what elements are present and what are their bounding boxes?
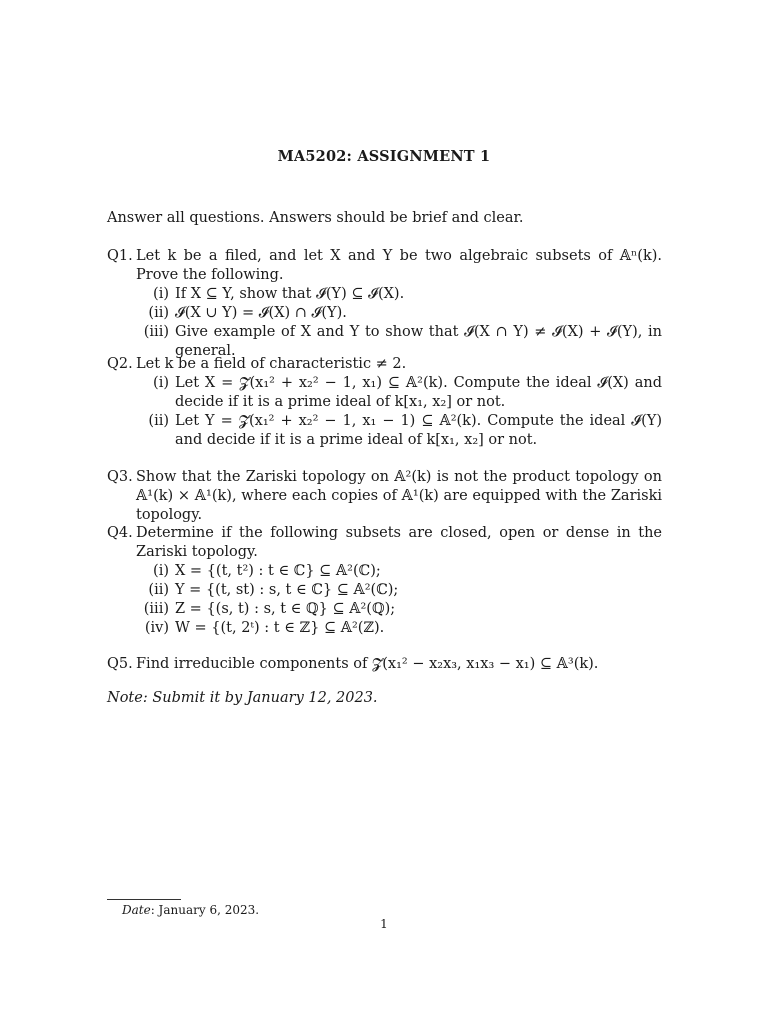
- question-text: Determine if the following subsets are closed, open or dense in the Zariski topology.: [136, 525, 662, 560]
- question-1: [107, 247, 662, 361]
- item-text: Z = {(s, t) : s, t ∈ ℚ} ⊆ 𝔸²(ℚ);: [175, 601, 396, 617]
- page-number: 1: [380, 917, 388, 931]
- question-3: [107, 468, 662, 525]
- list-item: [136, 374, 662, 412]
- question-4: [107, 524, 662, 638]
- question-label: Q4.: [107, 525, 133, 541]
- question-text: Show that the Zariski topology on 𝔸²(k) is not the product topology on 𝔸¹(k) × 𝔸¹(k), where each copies of 𝔸¹(k) are equipped with the Zariski topology.: [136, 469, 662, 523]
- list-item: [136, 304, 662, 323]
- question-2: [107, 355, 662, 450]
- item-text: Y = {(t, st) : s, t ∈ ℂ} ⊆ 𝔸²(ℂ);: [175, 582, 399, 598]
- footnote: [122, 903, 259, 917]
- footnote-rule: [107, 899, 181, 900]
- question-label: Q3.: [107, 469, 133, 485]
- item-text: W = {(t, 2ᵗ) : t ∈ ℤ} ⊆ 𝔸²(ℤ).: [175, 620, 385, 636]
- list-item: [136, 581, 662, 600]
- item-text: Give example of X and Y to show that 𝓘(X ∩ Y) ≠ 𝓘(X) + 𝓘(Y), in general.: [175, 324, 662, 359]
- item-number: (ii): [148, 413, 169, 429]
- item-number: (i): [153, 563, 169, 579]
- item-text: Let Y = 𝓩(x₁² + x₂² − 1, x₁ − 1) ⊆ 𝔸²(k). Compute the ideal 𝓘(Y) and decide if it is a prime ideal of k[x₁, x₂] or not.: [175, 413, 662, 448]
- item-number: (iv): [144, 620, 169, 636]
- list-item: [136, 562, 662, 581]
- question-label: Q1.: [107, 248, 133, 264]
- question-text: Find irreducible components of 𝓩(x₁² − x₂x₃, x₁x₃ − x₁) ⊆ 𝔸³(k).: [136, 656, 599, 672]
- item-number: (ii): [148, 305, 169, 321]
- question-label: Q2.: [107, 356, 133, 372]
- item-text: X = {(t, t²) : t ∈ ℂ} ⊆ 𝔸²(ℂ);: [175, 563, 381, 579]
- item-number: (iii): [143, 324, 169, 340]
- question-text: Let k be a filed, and let X and Y be two algebraic subsets of 𝔸ⁿ(k). Prove the following.: [136, 248, 662, 283]
- footnote-label: Date: [122, 903, 151, 917]
- item-text: If X ⊆ Y, show that 𝓘(Y) ⊆ 𝓘(X).: [175, 286, 405, 302]
- question-text: Let k be a field of characteristic ≠ 2.: [136, 356, 407, 372]
- item-text: 𝓘(X ∪ Y) = 𝓘(X) ∩ 𝓘(Y).: [175, 305, 347, 321]
- item-text: Let X = 𝓩(x₁² + x₂² − 1, x₁) ⊆ 𝔸²(k). Compute the ideal 𝓘(X) and decide if it is a prime ideal of k[x₁, x₂] or not.: [175, 375, 662, 410]
- list-item: [136, 619, 662, 638]
- submission-note: Note: Submit it by January 12, 2023.: [107, 690, 378, 706]
- item-number: (i): [153, 286, 169, 302]
- footnote-text: : January 6, 2023.: [150, 903, 260, 917]
- list-item: [136, 412, 662, 450]
- item-number: (i): [153, 375, 169, 391]
- item-number: (iii): [143, 601, 169, 617]
- list-item: [136, 285, 662, 304]
- question-label: Q5.: [107, 656, 133, 672]
- list-item: [136, 600, 662, 619]
- item-number: (ii): [148, 582, 169, 598]
- question-5: [107, 655, 662, 674]
- intro-text: Answer all questions. Answers should be brief and clear.: [107, 210, 524, 226]
- page-title: MA5202: ASSIGNMENT 1: [277, 148, 491, 165]
